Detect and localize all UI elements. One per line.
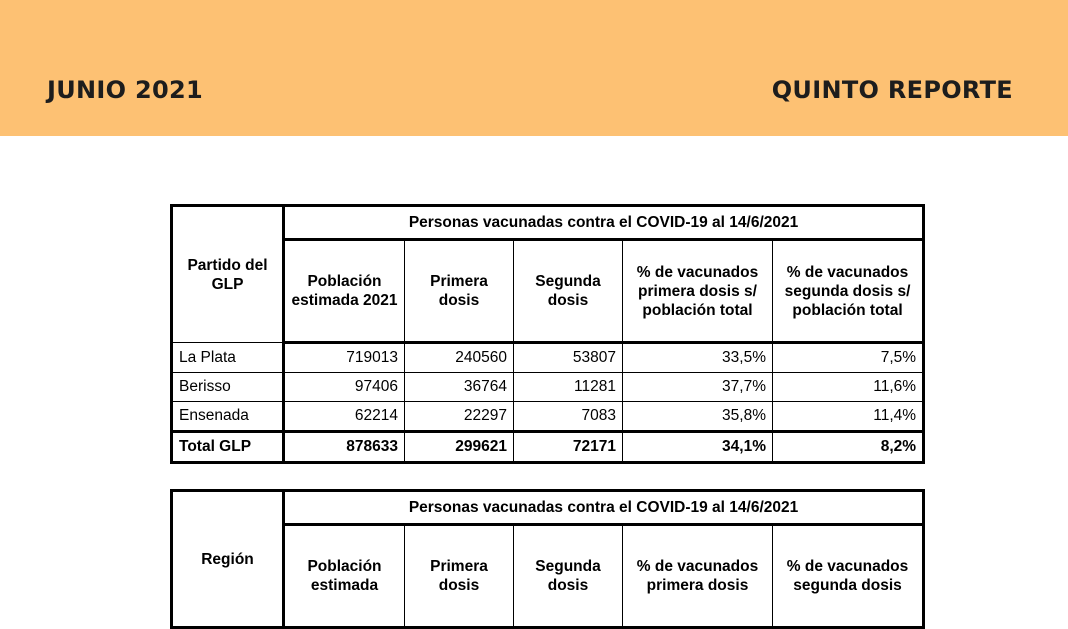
total-pct-primera: 34,1% bbox=[623, 432, 773, 463]
total-row bbox=[172, 432, 924, 463]
cell-segunda: 7083 bbox=[514, 402, 623, 432]
row-name: Ensenada bbox=[172, 402, 284, 432]
report-banner bbox=[0, 0, 1068, 136]
cell-primera: 36764 bbox=[405, 373, 514, 402]
first-col-header: Región bbox=[172, 491, 284, 628]
row-name: La Plata bbox=[172, 343, 284, 373]
cell-pct-primera: 37,7% bbox=[623, 373, 773, 402]
col-header-primera: Primera dosis bbox=[405, 525, 514, 628]
cell-poblacion: 62214 bbox=[284, 402, 405, 432]
total-pct-segunda: 8,2% bbox=[773, 432, 924, 463]
table-title: Personas vacunadas contra el COVID-19 al 14/6/2021 bbox=[284, 206, 924, 240]
vaccination-table-glp bbox=[170, 204, 925, 464]
cell-segunda: 11281 bbox=[514, 373, 623, 402]
col-header-segunda: Segunda dosis bbox=[514, 240, 623, 343]
cell-poblacion: 97406 bbox=[284, 373, 405, 402]
first-col-header: Partido del GLP bbox=[172, 206, 284, 343]
table-row bbox=[172, 343, 924, 373]
table-row bbox=[172, 373, 924, 402]
cell-segunda: 53807 bbox=[514, 343, 623, 373]
report-date: JUNIO 2021 bbox=[47, 76, 203, 104]
cell-pct-primera: 35,8% bbox=[623, 402, 773, 432]
cell-primera: 240560 bbox=[405, 343, 514, 373]
cell-pct-segunda: 7,5% bbox=[773, 343, 924, 373]
col-header-pct-segunda: % de vacunados segunda dosis bbox=[773, 525, 924, 628]
col-header-poblacion: Población estimada 2021 bbox=[284, 240, 405, 343]
table-title: Personas vacunadas contra el COVID-19 al 14/6/2021 bbox=[284, 491, 924, 525]
cell-pct-segunda: 11,6% bbox=[773, 373, 924, 402]
total-poblacion: 878633 bbox=[284, 432, 405, 463]
col-header-primera: Primera dosis bbox=[405, 240, 514, 343]
total-name: Total GLP bbox=[172, 432, 284, 463]
row-name: Berisso bbox=[172, 373, 284, 402]
col-header-poblacion: Población estimada bbox=[284, 525, 405, 628]
col-header-pct-primera: % de vacunados primera dosis s/ población total bbox=[623, 240, 773, 343]
col-header-pct-segunda: % de vacunados segunda dosis s/ población total bbox=[773, 240, 924, 343]
total-primera: 299621 bbox=[405, 432, 514, 463]
cell-poblacion: 719013 bbox=[284, 343, 405, 373]
cell-pct-primera: 33,5% bbox=[623, 343, 773, 373]
cell-pct-segunda: 11,4% bbox=[773, 402, 924, 432]
cell-primera: 22297 bbox=[405, 402, 514, 432]
col-header-pct-primera: % de vacunados primera dosis bbox=[623, 525, 773, 628]
col-header-segunda: Segunda dosis bbox=[514, 525, 623, 628]
vaccination-table-region bbox=[170, 489, 925, 629]
table-row bbox=[172, 402, 924, 432]
total-segunda: 72171 bbox=[514, 432, 623, 463]
report-number: QUINTO REPORTE bbox=[771, 76, 1013, 104]
